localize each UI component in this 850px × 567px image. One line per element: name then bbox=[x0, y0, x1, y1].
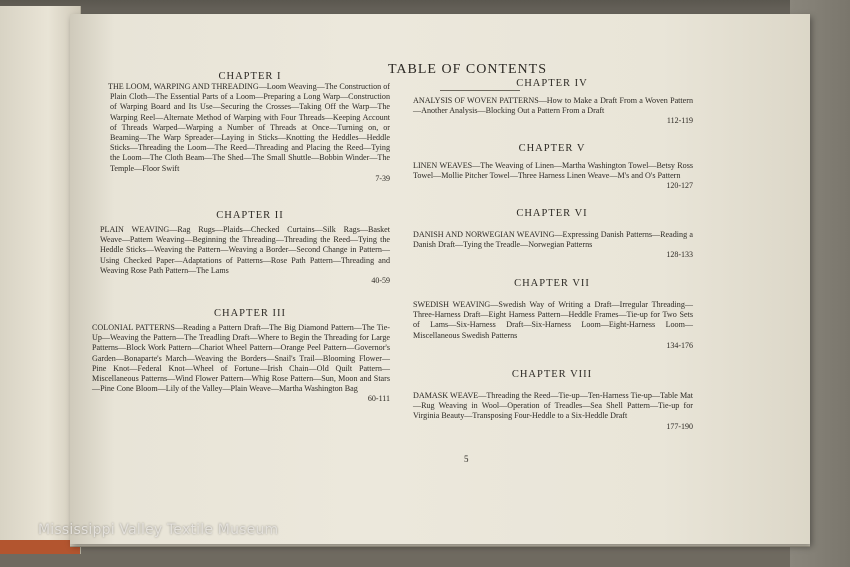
chapter-3-heading: CHAPTER III bbox=[214, 308, 286, 319]
chapter-7-text: SWEDISH WEAVING—Swedish Way of Writing a Draft—Irregular Threading—Three-Harness Draft—Eight Harness Pattern—Heddle Frames—Tie-up for Two Sets of Lams—Six-Harness Draft—Six-Harness Loom—Eight-Harness Loom—Miscellaneous Swedish Patterns bbox=[413, 300, 693, 340]
chapter-5-heading: CHAPTER V bbox=[518, 143, 586, 154]
chapter-1-heading: CHAPTER I bbox=[218, 71, 282, 82]
chapter-1-entry bbox=[110, 82, 390, 184]
facing-page bbox=[0, 6, 81, 554]
book-page bbox=[70, 14, 810, 544]
chapter-7-pages: 134-176 bbox=[666, 340, 693, 350]
page-title: TABLE OF CONTENTS bbox=[388, 62, 547, 77]
chapter-1-text: THE LOOM, WARPING AND THREADING—Loom Weaving—The Construction of Plain Cloth—The Essential Parts of a Loom—Preparing a Long Warp—Construction of Warping Board and Its Use—Securing the Crosses—Taking Off the Warp—The Warping Reel—Alternate Method of Warping with Four Threads—Keeping Account of Threads Warped—Warping a Number of Threads at Once—Turning on, or Beaming—The Warp Spreader—Laying in Sticks—Knotting the Heddles—Heddle Sticks—Threading the Loom—The Reed—Threading and Placing the Reed—Tying the Loom—The Cloth Beam—The Shed—The Small Shuttle—Bobbin Winder—The Temple—Floor Swift bbox=[108, 82, 390, 173]
chapter-3-text: COLONIAL PATTERNS—Reading a Pattern Draft—The Big Diamond Pattern—The Tie-Up—Weaving the Pattern—The Treadling Draft—Where to Begin the Threading for Large Patterns—Block Work Pattern—Chariot Wheel Pattern—Orange Peel Pattern—Governor's Garden—Bonaparte's March—Weaving the Borders—Snail's Trail—Blooming Flower—Pine Knot—Federal Knot—Wheel of Fortune—Irish Chain—Old Quilt Pattern—Miscellaneous Patterns—Wind Flower Pattern—Whig Rose Pattern—Sun, Moon and Stars—Pine Cone Bloom—Lily of the Valley—Plain Weave—Martha Washington Bag bbox=[92, 323, 390, 394]
chapter-7-entry bbox=[413, 300, 693, 351]
page-number: 5 bbox=[464, 454, 469, 464]
chapter-4-pages: 112-119 bbox=[666, 116, 693, 126]
chapter-5-pages: 120-127 bbox=[666, 181, 693, 191]
chapter-5-entry bbox=[413, 161, 693, 192]
chapter-7-heading: CHAPTER VII bbox=[514, 278, 590, 289]
chapter-3-entry bbox=[92, 323, 390, 405]
chapter-8-pages: 177-190 bbox=[666, 421, 693, 431]
chapter-2-heading: CHAPTER II bbox=[216, 210, 284, 221]
chapter-4-text: ANALYSIS OF WOVEN PATTERNS—How to Make a Draft From a Woven Pattern—Another Analysis—Blocking Out a Pattern From a Draft bbox=[413, 96, 693, 116]
chapter-6-text: DANISH AND NORWEGIAN WEAVING—Expressing Danish Patterns—Reading a Danish Draft—Tying the Treadle—Norwegian Patterns bbox=[413, 230, 693, 250]
chapter-3-pages: 60-111 bbox=[367, 394, 390, 404]
chapter-5-text: LINEN WEAVES—The Weaving of Linen—Martha Washington Towel—Betsy Ross Towel—Mollie Pitcher Towel—Three Harness Linen Weave—M's and O's Pattern bbox=[413, 161, 693, 181]
watermark: Mississippi Valley Textile Museum bbox=[38, 522, 279, 538]
chapter-6-entry bbox=[413, 230, 693, 261]
chapter-4-heading: CHAPTER IV bbox=[516, 78, 588, 89]
chapter-8-text: DAMASK WEAVE—Threading the Reed—Tie-up—Ten-Harness Tie-up—Table Mat—Rug Weaving in Wool—Operation of Treadles—Sea Shell Pattern—Tie-up for Virginia Beauty—Transposing Four-Heddle to a Six-Heddle Draft bbox=[413, 391, 693, 421]
chapter-4-entry bbox=[413, 96, 693, 127]
chapter-2-pages: 40-59 bbox=[371, 276, 390, 286]
chapter-8-heading: CHAPTER VIII bbox=[511, 369, 593, 380]
title-rule bbox=[440, 90, 520, 91]
chapter-6-heading: CHAPTER VI bbox=[516, 208, 588, 219]
chapter-2-text: PLAIN WEAVING—Rag Rugs—Plaids—Checked Curtains—Silk Rags—Basket Weave—Pattern Weaving—Beginning the Threading—Threading the Reed—Tying the Heddle Sticks—Weaving the Pattern—Weaving a Border—Second Change in Pattern—Using Checked Paper—Adaptations of Patterns—Rose Path Pattern—Threading and Weaving Rose Path Pattern—The Lams bbox=[100, 225, 390, 275]
chapter-6-pages: 128-133 bbox=[666, 250, 693, 260]
chapter-1-pages: 7-39 bbox=[375, 173, 390, 183]
chapter-8-entry bbox=[413, 391, 693, 432]
book-cover-edge bbox=[0, 540, 80, 554]
chapter-2-entry bbox=[100, 225, 390, 286]
